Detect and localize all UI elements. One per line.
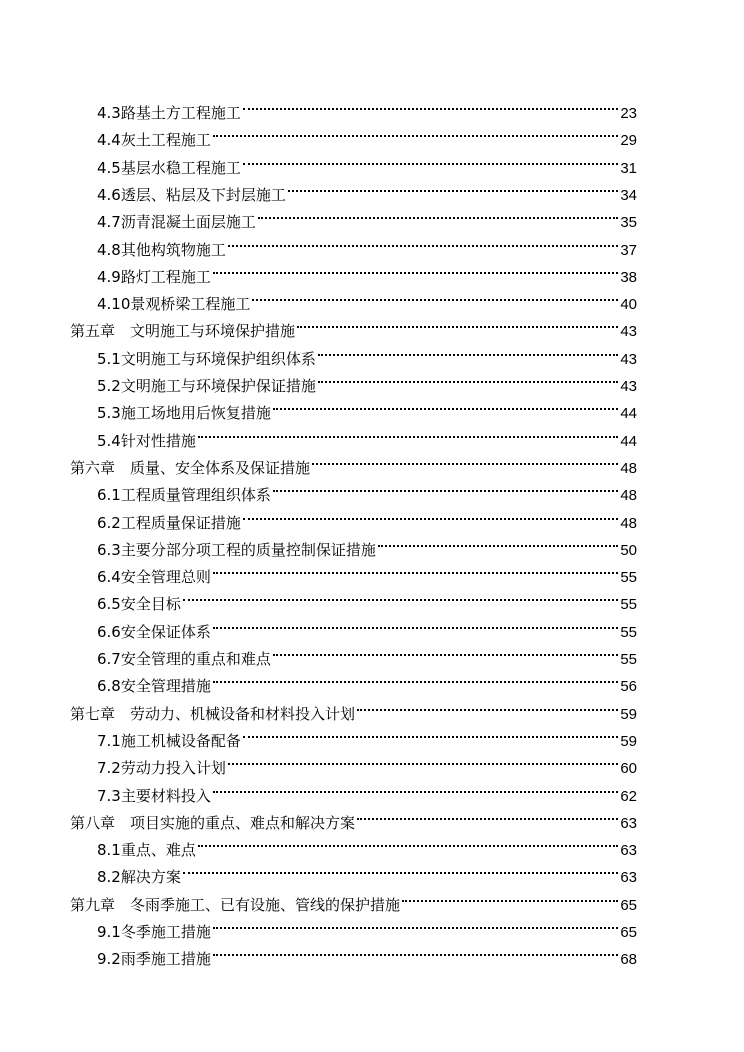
toc-entry-title: 基层水稳工程施工 bbox=[120, 158, 241, 177]
toc-section-entry[interactable] bbox=[97, 582, 637, 614]
toc-entry-page-number: 65 bbox=[620, 924, 637, 941]
toc-entry-page-number: 44 bbox=[620, 432, 637, 450]
toc-entry-number: 4.4 bbox=[97, 131, 121, 150]
toc-entry-title: 安全目标 bbox=[120, 595, 181, 614]
toc-entry-page-number: 23 bbox=[620, 105, 637, 122]
toc-entry-title: 劳动力投入计划 bbox=[120, 759, 226, 778]
toc-entry-page-number: 59 bbox=[620, 732, 637, 750]
toc-entry-page-number: 63 bbox=[620, 814, 637, 832]
toc-entry-number: 8.2 bbox=[97, 868, 121, 887]
toc-entry-title: 景观桥梁工程施工 bbox=[130, 295, 251, 314]
toc-section-entry[interactable] bbox=[97, 937, 637, 969]
toc-entry-title: 项目实施的重点、难点和解决方案 bbox=[130, 813, 356, 832]
toc-entry-number: 6.7 bbox=[97, 650, 121, 668]
toc-entry-number: 7.2 bbox=[97, 759, 121, 778]
toc-entry-number: 6.1 bbox=[97, 486, 121, 505]
toc-dot-leader bbox=[252, 282, 618, 309]
toc-dot-leader bbox=[273, 637, 618, 664]
toc-dot-leader bbox=[318, 337, 618, 364]
toc-dot-leader bbox=[198, 419, 618, 446]
toc-entry-title: 施工场地用后恢复措施 bbox=[120, 404, 271, 423]
toc-entry-title: 灰土工程施工 bbox=[120, 131, 211, 150]
toc-section-entry[interactable] bbox=[97, 719, 637, 750]
toc-entry-number: 第八章 bbox=[70, 813, 131, 832]
toc-entry-title: 劳动力、机械设备和材料投入计划 bbox=[130, 704, 356, 723]
toc-entry-number: 9.2 bbox=[97, 950, 121, 969]
toc-entry-title: 安全管理措施 bbox=[120, 677, 211, 696]
toc-section-entry[interactable] bbox=[97, 528, 637, 559]
toc-entry-number: 6.5 bbox=[97, 595, 121, 614]
toc-section-entry[interactable] bbox=[97, 419, 637, 450]
toc-entry-number: 第六章 bbox=[70, 458, 131, 477]
toc-entry-title: 冬雨季施工、已有设施、管线的保护措施 bbox=[130, 895, 401, 914]
toc-entry-title: 文明施工与环境保护保证措施 bbox=[120, 377, 316, 395]
toc-entry-page-number: 55 bbox=[620, 569, 637, 587]
toc-entry-page-number: 55 bbox=[620, 596, 637, 614]
toc-entry-title: 文明施工与环境保护措施 bbox=[130, 322, 296, 341]
toc-dot-leader bbox=[213, 118, 618, 145]
toc-section-entry[interactable] bbox=[97, 337, 637, 368]
toc-section-entry[interactable] bbox=[97, 555, 637, 587]
toc-section-entry[interactable] bbox=[97, 637, 637, 668]
toc-entry-title: 其他构筑物施工 bbox=[120, 240, 226, 259]
toc-entry-title: 主要材料投入 bbox=[120, 786, 211, 805]
toc-entry-page-number: 55 bbox=[620, 651, 637, 668]
toc-entry-title: 安全保证体系 bbox=[120, 622, 211, 641]
toc-entry-title: 施工机械设备配备 bbox=[120, 731, 241, 750]
toc-entry-page-number: 62 bbox=[620, 787, 637, 805]
toc-entry-page-number: 56 bbox=[620, 678, 637, 696]
toc-dot-leader bbox=[228, 228, 618, 255]
toc-section-entry[interactable] bbox=[97, 501, 637, 532]
toc-entry-page-number: 63 bbox=[620, 842, 637, 860]
toc-dot-leader bbox=[198, 828, 618, 855]
toc-entry-page-number: 34 bbox=[620, 186, 637, 204]
toc-entry-number: 第五章 bbox=[70, 322, 131, 341]
toc-entry-number: 5.1 bbox=[97, 349, 121, 368]
toc-entry-title: 安全管理的重点和难点 bbox=[120, 650, 271, 668]
toc-entry-number: 4.6 bbox=[97, 185, 121, 204]
toc-dot-leader bbox=[273, 473, 618, 500]
toc-entry-title: 主要分部分项工程的质量控制保证措施 bbox=[120, 540, 376, 559]
toc-entry-page-number: 55 bbox=[620, 623, 637, 641]
toc-section-entry[interactable] bbox=[97, 364, 637, 395]
toc-dot-leader bbox=[402, 883, 618, 910]
toc-entry-number: 4.5 bbox=[97, 158, 121, 177]
toc-entry-number: 第七章 bbox=[70, 704, 131, 723]
toc-entry-title: 文明施工与环境保护组织体系 bbox=[120, 349, 316, 368]
toc-entry-title: 工程质量管理组织体系 bbox=[120, 486, 271, 505]
toc-entry-title: 重点、难点 bbox=[120, 841, 196, 860]
toc-entry-number: 6.8 bbox=[97, 677, 121, 696]
toc-entry-page-number: 48 bbox=[620, 514, 637, 532]
toc-entry-number: 4.7 bbox=[97, 213, 121, 232]
toc-dot-leader bbox=[213, 774, 618, 801]
toc-entry-number: 9.1 bbox=[97, 923, 121, 941]
toc-entry-title: 工程质量保证措施 bbox=[120, 513, 241, 532]
toc-entry-page-number: 43 bbox=[620, 378, 637, 395]
toc-section-entry[interactable] bbox=[97, 228, 637, 259]
toc-entry-page-number: 35 bbox=[620, 214, 637, 232]
toc-entry-title: 透层、粘层及下封层施工 bbox=[120, 185, 286, 204]
toc-entry-page-number: 44 bbox=[620, 405, 637, 423]
toc-dot-leader bbox=[213, 910, 618, 937]
toc-entry-number: 6.3 bbox=[97, 540, 121, 559]
toc-entry-page-number: 63 bbox=[620, 869, 637, 887]
toc-section-entry[interactable] bbox=[97, 282, 637, 314]
toc-entry-title: 冬季施工措施 bbox=[120, 923, 211, 941]
toc-section-entry[interactable] bbox=[97, 664, 637, 696]
toc-dot-leader bbox=[213, 664, 618, 691]
toc-entry-title: 雨季施工措施 bbox=[120, 950, 211, 969]
toc-dot-leader bbox=[213, 610, 618, 637]
toc-dot-leader bbox=[357, 692, 618, 719]
toc-section-entry[interactable] bbox=[97, 828, 637, 860]
toc-chapter-entry[interactable] bbox=[70, 692, 637, 723]
toc-entry-number: 5.4 bbox=[97, 431, 121, 450]
toc-section-entry[interactable] bbox=[97, 391, 637, 423]
toc-entry-number: 4.3 bbox=[97, 104, 121, 122]
toc-entry-number: 8.1 bbox=[97, 841, 121, 860]
toc-dot-leader bbox=[213, 255, 618, 282]
toc-dot-leader bbox=[213, 555, 618, 582]
toc-dot-leader bbox=[183, 855, 618, 882]
toc-dot-leader bbox=[312, 446, 618, 473]
toc-dot-leader bbox=[318, 364, 618, 391]
toc-entry-title: 安全管理总则 bbox=[120, 568, 211, 587]
toc-entry-page-number: 43 bbox=[620, 350, 637, 368]
toc-chapter-entry[interactable] bbox=[70, 801, 637, 832]
toc-entry-number: 4.10 bbox=[97, 295, 131, 314]
toc-entry-page-number: 60 bbox=[620, 760, 637, 778]
toc-entry-page-number: 31 bbox=[620, 159, 637, 177]
toc-entry-page-number: 68 bbox=[620, 951, 637, 969]
toc-entry-title: 路灯工程施工 bbox=[120, 267, 211, 286]
toc-entry-page-number: 48 bbox=[620, 487, 637, 505]
toc-section-entry[interactable] bbox=[97, 200, 637, 232]
toc-entry-page-number: 40 bbox=[620, 296, 637, 314]
toc-dot-leader bbox=[243, 719, 618, 746]
toc-entry-number: 6.2 bbox=[97, 513, 121, 532]
toc-entry-number: 5.2 bbox=[97, 377, 121, 395]
toc-entry-page-number: 48 bbox=[620, 459, 637, 477]
toc-entry-number: 4.9 bbox=[97, 267, 121, 286]
toc-dot-leader bbox=[183, 582, 618, 609]
toc-entry-page-number: 43 bbox=[620, 323, 637, 341]
toc-entry-number: 5.3 bbox=[97, 404, 121, 423]
toc-entry-page-number: 38 bbox=[620, 268, 637, 286]
toc-dot-leader bbox=[213, 937, 618, 964]
toc-entry-number: 第九章 bbox=[70, 895, 131, 914]
toc-dot-leader bbox=[243, 91, 618, 118]
toc-section-entry[interactable] bbox=[97, 173, 637, 204]
toc-section-entry[interactable] bbox=[97, 146, 637, 177]
toc-section-entry[interactable] bbox=[97, 746, 637, 778]
toc-entry-number: 7.3 bbox=[97, 786, 121, 805]
toc-chapter-entry[interactable] bbox=[70, 883, 637, 914]
toc-entry-title: 路基土方工程施工 bbox=[120, 104, 241, 122]
toc-section-entry[interactable] bbox=[97, 610, 637, 641]
toc-entry-title: 针对性措施 bbox=[120, 431, 196, 450]
toc-entry-page-number: 37 bbox=[620, 241, 637, 259]
toc-entry-number: 4.8 bbox=[97, 240, 121, 259]
toc-dot-leader bbox=[297, 309, 618, 336]
toc-entry-number: 6.4 bbox=[97, 568, 121, 587]
toc-dot-leader bbox=[258, 200, 618, 227]
toc-dot-leader bbox=[288, 173, 618, 200]
toc-entry-number: 7.1 bbox=[97, 731, 121, 750]
toc-dot-leader bbox=[273, 391, 618, 418]
toc-section-entry[interactable] bbox=[97, 118, 637, 150]
toc-section-entry[interactable] bbox=[97, 91, 637, 122]
toc-section-entry[interactable] bbox=[97, 855, 637, 887]
toc-chapter-entry[interactable] bbox=[70, 309, 637, 341]
toc-section-entry[interactable] bbox=[97, 910, 637, 941]
toc-section-entry[interactable] bbox=[97, 774, 637, 805]
toc-entry-page-number: 65 bbox=[620, 896, 637, 914]
toc-entry-title: 解决方案 bbox=[120, 868, 181, 887]
toc-entry-page-number: 59 bbox=[620, 705, 637, 723]
toc-dot-leader bbox=[228, 746, 618, 773]
toc-entry-page-number: 29 bbox=[620, 132, 637, 150]
toc-dot-leader bbox=[243, 146, 618, 173]
toc-chapter-entry[interactable] bbox=[70, 446, 637, 477]
toc-dot-leader bbox=[243, 501, 618, 528]
toc-entry-title: 质量、安全体系及保证措施 bbox=[130, 458, 311, 477]
toc-entry-number: 6.6 bbox=[97, 622, 121, 641]
toc-section-entry[interactable] bbox=[97, 473, 637, 505]
toc-dot-leader bbox=[357, 801, 618, 828]
toc-entry-title: 沥青混凝土面层施工 bbox=[120, 213, 256, 232]
toc-entry-page-number: 50 bbox=[620, 541, 637, 559]
toc-dot-leader bbox=[378, 528, 618, 555]
toc-section-entry[interactable] bbox=[97, 255, 637, 286]
